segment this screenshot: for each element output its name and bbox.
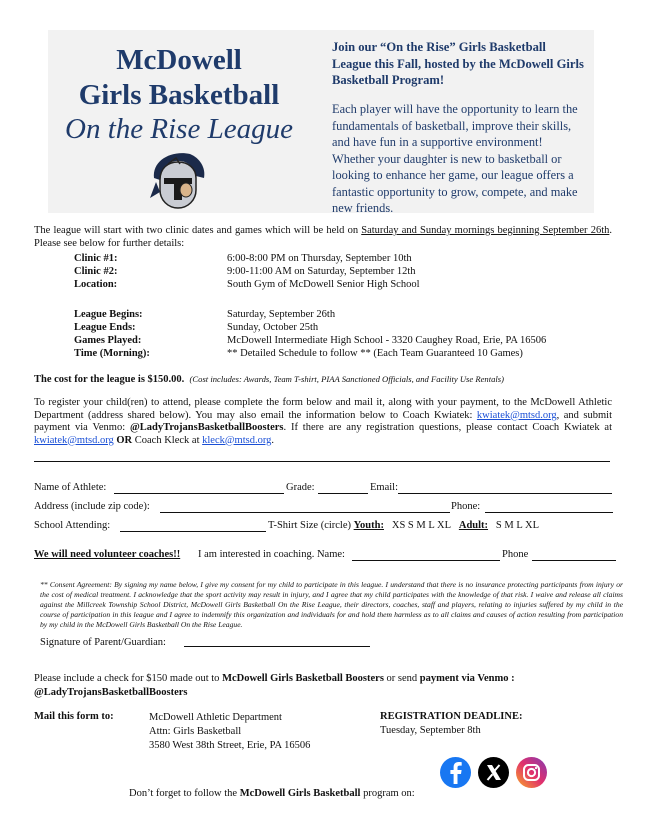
- athlete-label: Name of Athlete:: [34, 482, 107, 493]
- address-label: Address (include zip code):: [34, 501, 150, 512]
- detail-label: League Ends:: [74, 322, 136, 333]
- detail-value: ** Detailed Schedule to follow ** (Each Team Guaranteed 10 Games): [227, 348, 523, 359]
- school-label: School Attending:: [34, 520, 111, 531]
- volunteer-heading: We will need volunteer coaches!!: [34, 549, 181, 560]
- coaching-label: I am interested in coaching. Name:: [198, 549, 345, 560]
- start-paragraph: The league will start with two clinic dates and games which will be held on Saturday and Sunday mornings beginning September 26th. Please see below for further details:: [34, 225, 612, 249]
- detail-value: Sunday, October 25th: [227, 322, 319, 333]
- youth-label: Youth:: [353, 520, 384, 531]
- mail-label: Mail this form to:: [34, 711, 114, 722]
- title-line-2: Girls Basketball: [78, 79, 280, 111]
- payment-instructions: Please include a check for $150 made out to McDowell Girls Basketball Boosters or send payment via Venmo : @LadyTrojansBasketballBoosters: [34, 673, 515, 698]
- athlete-name-field[interactable]: [114, 493, 284, 494]
- school-field[interactable]: [120, 531, 266, 532]
- facebook-icon[interactable]: [440, 757, 471, 788]
- detail-value: South Gym of McDowell Senior High School: [227, 279, 420, 290]
- phone2-label: Phone: [502, 549, 529, 560]
- detail-label: Clinic #1:: [74, 253, 118, 264]
- adult-label: Adult:: [458, 520, 489, 531]
- detail-value: Saturday, September 26th: [227, 309, 336, 320]
- coach-phone-field[interactable]: [532, 560, 616, 561]
- detail-value: 6:00-8:00 PM on Thursday, September 10th: [227, 253, 412, 264]
- instagram-icon[interactable]: [516, 757, 547, 788]
- intro-body: Each player will have the opportunity to learn the fundamentals of basketball, improve their skills, and have fun in a supportive environment! Whether your daughter is new to basketball or looking to enhance her game, our league offers a fantastic opportunity to grow, compete, and make new friends.: [332, 102, 578, 215]
- grade-field[interactable]: [318, 493, 368, 494]
- cost-line: The cost for the league is $150.00. (Cost includes: Awards, Team T-shirt, PIAA Sanctioned Officials, and Facility Use Rentals): [34, 374, 504, 385]
- signature-field[interactable]: [184, 646, 370, 647]
- detail-value: McDowell Intermediate High School - 3320 Caughey Road, Erie, PA 16506: [227, 335, 547, 346]
- detail-value: 9:00-11:00 AM on Saturday, September 12th: [227, 266, 416, 277]
- detail-label: Location:: [74, 279, 118, 290]
- coach-name-field[interactable]: [352, 560, 500, 561]
- phone-label: Phone:: [451, 501, 481, 512]
- deadline-label: REGISTRATION DEADLINE:: [380, 711, 523, 722]
- signature-label: Signature of Parent/Guardian:: [40, 637, 166, 648]
- grade-label: Grade:: [286, 482, 315, 493]
- consent-agreement: ** Consent Agreement: By signing my name below, I give my consent for my child to participate in this league. I understand that there is no insurance protecting participants from injury or the cost of medical treatment. I acknowledge that the sport activity may result in injury, and I agree that my child participates with the knowledge of that risk. I waive and release all claims against the Millcreek Township School District, McDowell Girls Basketball On the Rise League, their directors, coaches, staff and players, relating to injuries suffered by my child in the course of participation in this league and I agree to indemnify this organization and individuals for and hold them harmless as to all claims and causes of action resulting from participation by my child in the McDowell Girls Basketball On the Rise League.: [40, 580, 623, 629]
- detail-label: League Begins:: [74, 309, 143, 320]
- x-icon[interactable]: [478, 757, 509, 788]
- title-line-3: On the Rise League: [65, 113, 293, 145]
- detail-label: Time (Morning):: [74, 348, 150, 359]
- follow-text: Don’t forget to follow the McDowell Girls Basketball program on:: [129, 788, 415, 799]
- email-label: Email:: [370, 482, 398, 493]
- email-field[interactable]: [398, 493, 612, 494]
- youth-sizes[interactable]: XS S M L XL: [391, 520, 451, 531]
- address-field[interactable]: [160, 512, 450, 513]
- adult-sizes[interactable]: S M L XL: [495, 520, 539, 531]
- phone-field[interactable]: [485, 512, 613, 513]
- register-paragraph: To register your child(ren) to attend, please complete the form below and mail it, along with your payment, to the McDowell Athletic Department (address shared below). You may also email the information below to Coach Kwiatek: kwiatek@mtsd.org, and submit payment via Venmo: @LadyTrojansBasketballBoosters. If there are any registration questions, please contact Coach Kwiatek at kwiatek@mtsd.org OR Coach Kleck at kleck@mtsd.org.: [34, 397, 612, 446]
- detail-label: Clinic #2:: [74, 266, 118, 277]
- divider: [34, 461, 610, 462]
- trojan-warrior-icon: [146, 148, 208, 212]
- intro-heading: Join our “On the Rise” Girls Basketball League this Fall, hosted by the McDowell Girls Basketball Program!: [332, 40, 584, 87]
- email-link[interactable]: kwiatek@mtsd.org: [34, 434, 114, 446]
- detail-label: Games Played:: [74, 335, 142, 346]
- mail-address: McDowell Athletic Department Attn: Girls Basketball 3580 West 38th Street, Erie, PA 16506: [149, 712, 311, 751]
- deadline-value: Tuesday, September 8th: [380, 725, 481, 736]
- email-link[interactable]: kwiatek@mtsd.org: [476, 409, 557, 421]
- tshirt-size-row: T-Shirt Size (circle) Youth: XS S M L XL Adult: S M L XL: [268, 520, 539, 531]
- title-line-1: McDowell: [116, 44, 242, 76]
- email-link[interactable]: kleck@mtsd.org: [202, 434, 272, 446]
